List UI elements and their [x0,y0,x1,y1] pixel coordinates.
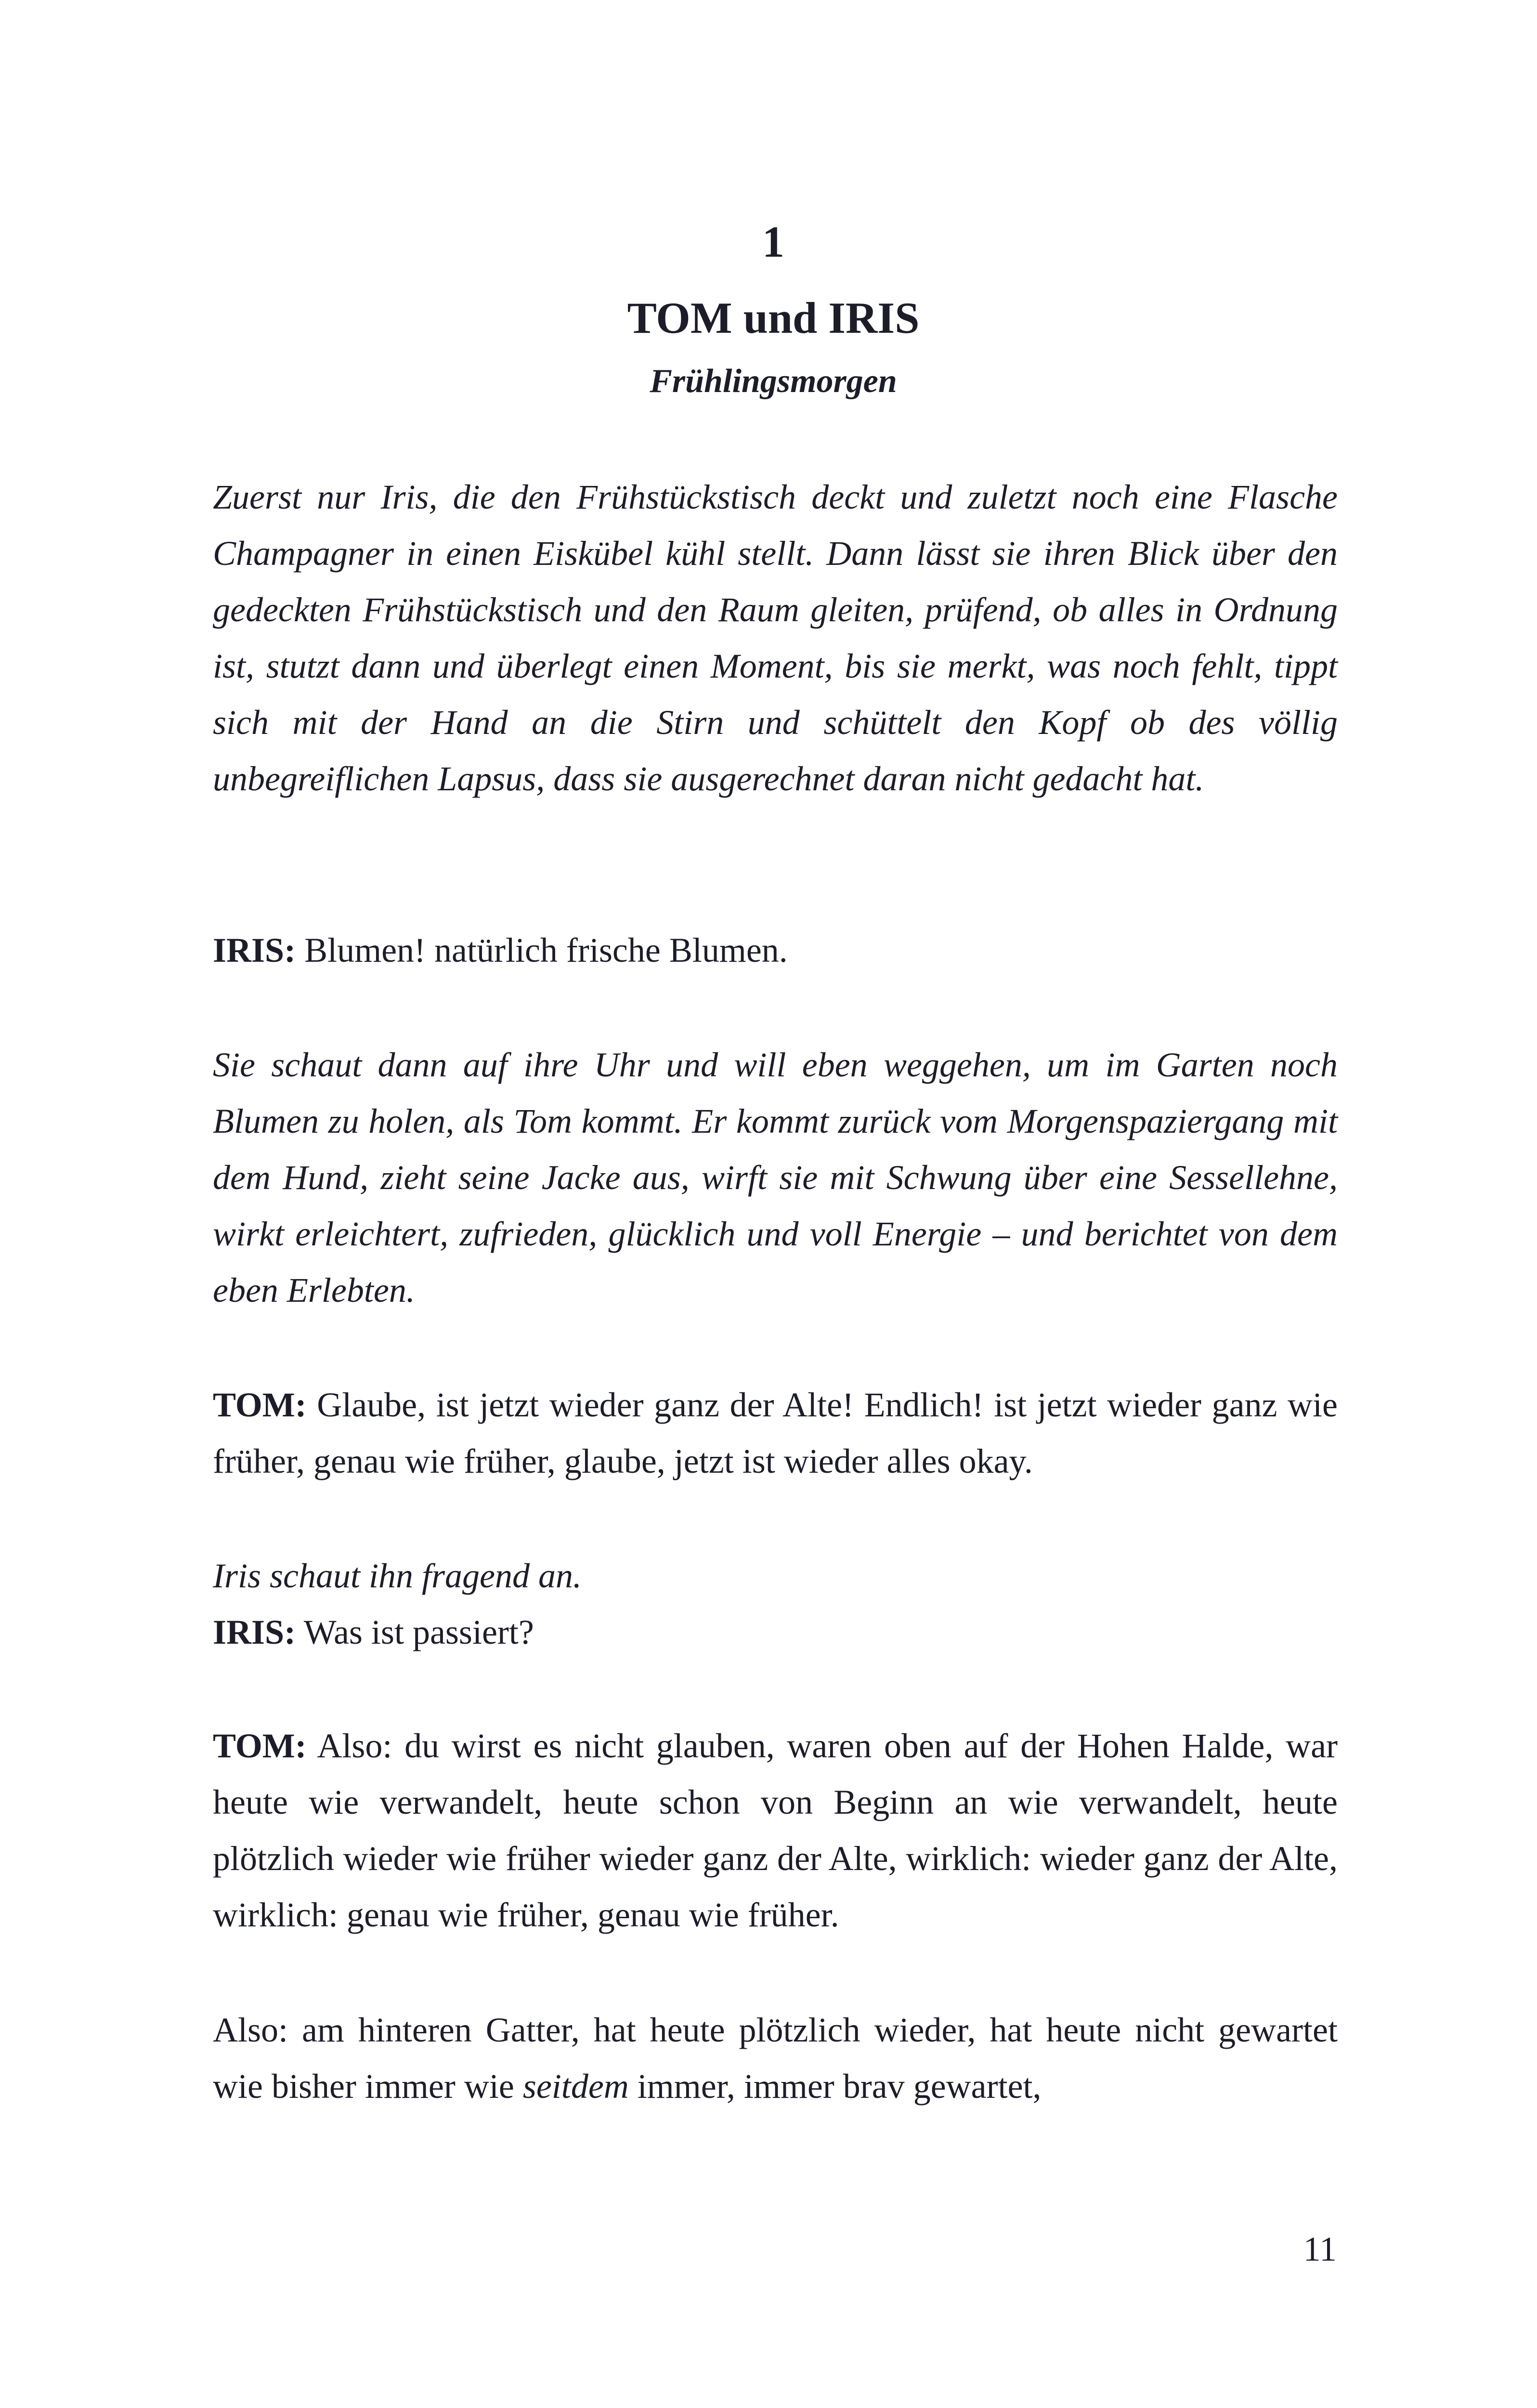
page-number: 11 [1303,2230,1337,2268]
dialogue-tom-2 [213,1718,1338,1943]
dialogue-text: immer, immer brav gewartet, [628,2067,1042,2106]
stage-direction-tom-enters: Sie schaut dann auf ihre Uhr und will eben weggehen, um im Garten noch Blumen zu holen, als Tom kommt. Er kommt zurück vom Morgenspaziergang mit dem Hund, zieht seine Jacke aus, wirft sie mit Schwung über eine Sessellehne, wirkt erleichtert, zufrieden, glücklich und voll Energie – und berichtet von dem eben Erlebten. [213,1046,1338,1309]
dialogue-text: Blumen! natürlich frische Blumen. [296,931,788,969]
speaker-label-tom: TOM: [213,1386,307,1424]
dialogue-text: Also: am hinteren Gatter, hat heute plötzlich wieder, hat heute nicht gewartet wie bisher immer wie [213,2011,1338,2106]
dialogue-text: Glaube, ist jetzt wieder ganz der Alte! Endlich! ist jetzt wieder ganz wie früher, genau wie früher, glaube, jetzt ist wieder alles okay. [213,1386,1338,1480]
dialogue-tom-1 [213,1377,1338,1490]
chapter-title: TOM und IRIS [627,293,920,342]
dialogue-text: Was ist passiert? [296,1613,534,1651]
speaker-label-iris: IRIS: [213,931,296,969]
speaker-label-tom: TOM: [213,1727,307,1765]
chapter-number: 1 [762,217,784,266]
stage-direction-opening: Zuerst nur Iris, die den Frühstückstisch deckt und zuletzt noch eine Flasche Champagner in einen Eiskübel kühl stellt. Dann lässt sie ihren Blick über den gedeckten Frühstückstisch und den Raum gleiten, prüfend, ob alles in Ordnung ist, stutzt dann und überlegt einen Moment, bis sie merkt, was noch fehlt, tippt sich mit der Hand an die Stirn und schüttelt den Kopf ob des völlig unbegreiflichen Lapsus, dass sie ausgerechnet daran nicht gedacht hat. [213,478,1338,798]
dialogue-iris-1 [213,922,1338,979]
dialogue-tom-2-continued [213,2002,1338,2115]
chapter-subtitle: Frühlingsmorgen [650,363,897,400]
speaker-label-iris: IRIS: [213,1613,296,1651]
dialogue-iris-2 [213,1604,1338,1661]
emphasized-word: seitdem [522,2067,629,2106]
stage-direction-iris-asks: Iris schaut ihn fragend an. [213,1557,582,1595]
dialogue-text: Also: du wirst es nicht glauben, waren oben auf der Hohen Halde, war heute wie verwandelt, heute schon von Beginn an wie verwandelt, heute plötzlich wieder wie früher wieder ganz der Alte, wirklich: wieder ganz der Alte, wirklich: genau wie früher, genau wie früher. [213,1727,1338,1934]
